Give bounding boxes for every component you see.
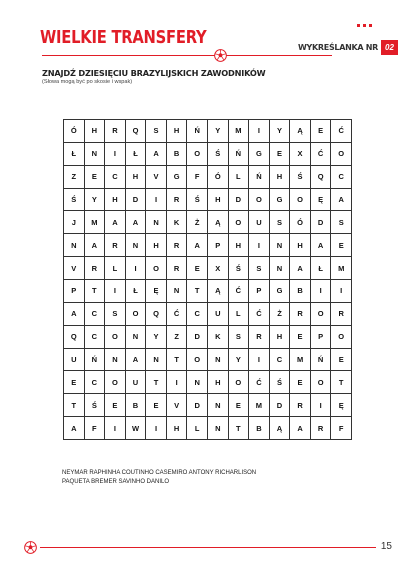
- grid-cell[interactable]: D: [229, 189, 250, 212]
- grid-cell[interactable]: A: [126, 211, 147, 234]
- grid-cell[interactable]: U: [208, 303, 229, 326]
- grid-cell[interactable]: C: [85, 303, 106, 326]
- grid-cell[interactable]: E: [85, 166, 106, 189]
- grid-cell[interactable]: U: [249, 211, 270, 234]
- page-number: 15: [380, 541, 392, 552]
- grid-cell[interactable]: H: [105, 189, 126, 212]
- grid-cell[interactable]: I: [105, 280, 126, 303]
- grid-cell[interactable]: Ę: [311, 189, 332, 212]
- grid-cell[interactable]: A: [311, 234, 332, 257]
- grid-cell[interactable]: L: [187, 417, 208, 440]
- grid-cell[interactable]: Q: [64, 326, 85, 349]
- grid-cell[interactable]: H: [85, 120, 106, 143]
- grid-cell[interactable]: E: [270, 143, 291, 166]
- grid-cell[interactable]: F: [85, 417, 106, 440]
- grid-cell[interactable]: C: [85, 326, 106, 349]
- page-title: WIELKIE TRANSFERY: [40, 27, 207, 48]
- grid-cell[interactable]: I: [105, 417, 126, 440]
- grid-cell[interactable]: N: [270, 234, 291, 257]
- grid-cell[interactable]: I: [167, 371, 188, 394]
- grid-cell[interactable]: O: [311, 371, 332, 394]
- grid-cell[interactable]: L: [229, 303, 250, 326]
- grid-cell[interactable]: X: [208, 257, 229, 280]
- grid-cell[interactable]: C: [85, 371, 106, 394]
- grid-cell[interactable]: I: [311, 280, 332, 303]
- puzzle-number-badge: [298, 39, 398, 55]
- grid-cell[interactable]: R: [167, 234, 188, 257]
- grid-cell[interactable]: E: [290, 371, 311, 394]
- grid-cell[interactable]: Y: [85, 189, 106, 212]
- grid-cell[interactable]: Y: [229, 349, 250, 372]
- grid-cell[interactable]: Ń: [85, 349, 106, 372]
- grid-cell[interactable]: Ś: [85, 394, 106, 417]
- grid-cell[interactable]: C: [187, 303, 208, 326]
- grid-cell[interactable]: H: [270, 166, 291, 189]
- grid-cell[interactable]: R: [105, 234, 126, 257]
- grid-cell[interactable]: S: [229, 326, 250, 349]
- grid-cell[interactable]: O: [126, 303, 147, 326]
- badge-label: WYKREŚLANKA NR: [298, 42, 379, 52]
- grid-cell[interactable]: A: [126, 349, 147, 372]
- grid-cell[interactable]: M: [249, 394, 270, 417]
- grid-cell[interactable]: B: [249, 417, 270, 440]
- grid-cell[interactable]: Ś: [187, 189, 208, 212]
- grid-cell[interactable]: R: [290, 303, 311, 326]
- grid-cell[interactable]: U: [64, 349, 85, 372]
- soccer-ball-icon: [214, 49, 227, 62]
- grid-cell[interactable]: D: [311, 211, 332, 234]
- grid-cell[interactable]: B: [167, 143, 188, 166]
- footer-divider: [40, 547, 376, 548]
- grid-cell[interactable]: O: [187, 349, 208, 372]
- grid-cell[interactable]: C: [331, 166, 352, 189]
- word-list-line: PAQUETA BREMER SAVINHO DANILO: [62, 479, 170, 485]
- grid-cell[interactable]: T: [187, 280, 208, 303]
- grid-cell[interactable]: E: [229, 394, 250, 417]
- grid-cell[interactable]: Ż: [270, 303, 291, 326]
- grid-cell[interactable]: O: [290, 189, 311, 212]
- grid-cell[interactable]: R: [167, 189, 188, 212]
- grid-cell[interactable]: Y: [270, 120, 291, 143]
- grid-cell[interactable]: M: [290, 349, 311, 372]
- grid-cell[interactable]: I: [126, 257, 147, 280]
- grid-cell[interactable]: R: [311, 417, 332, 440]
- grid-cell[interactable]: O: [229, 211, 250, 234]
- grid-cell[interactable]: E: [64, 371, 85, 394]
- grid-cell[interactable]: G: [270, 280, 291, 303]
- grid-cell[interactable]: F: [331, 417, 352, 440]
- grid-cell[interactable]: Ń: [249, 166, 270, 189]
- grid-cell[interactable]: Ć: [331, 120, 352, 143]
- grid-cell[interactable]: Q: [311, 166, 332, 189]
- grid-cell[interactable]: S: [249, 257, 270, 280]
- grid-cell[interactable]: C: [105, 166, 126, 189]
- grid-cell[interactable]: A: [146, 143, 167, 166]
- grid-cell[interactable]: Ć: [249, 303, 270, 326]
- grid-cell[interactable]: S: [146, 120, 167, 143]
- word-search-grid: [63, 119, 352, 440]
- grid-cell[interactable]: G: [249, 143, 270, 166]
- grid-cell[interactable]: Y: [146, 326, 167, 349]
- grid-cell[interactable]: Q: [126, 120, 147, 143]
- grid-cell[interactable]: Ń: [187, 120, 208, 143]
- grid-cell[interactable]: Q: [146, 303, 167, 326]
- grid-cell[interactable]: N: [126, 234, 147, 257]
- puzzle-hint: (Słowa mogą być po skosie i wspak): [42, 79, 133, 85]
- grid-cell[interactable]: T: [331, 371, 352, 394]
- grid-cell[interactable]: E: [146, 394, 167, 417]
- grid-cell[interactable]: O: [331, 143, 352, 166]
- grid-cell[interactable]: N: [85, 143, 106, 166]
- grid-cell[interactable]: T: [146, 371, 167, 394]
- grid-cell[interactable]: N: [126, 326, 147, 349]
- grid-cell[interactable]: K: [167, 211, 188, 234]
- grid-cell[interactable]: Ś: [229, 257, 250, 280]
- grid-cell[interactable]: N: [64, 234, 85, 257]
- grid-cell[interactable]: O: [331, 326, 352, 349]
- grid-cell[interactable]: I: [146, 417, 167, 440]
- grid-cell[interactable]: A: [187, 234, 208, 257]
- grid-cell[interactable]: I: [105, 143, 126, 166]
- grid-cell[interactable]: H: [270, 326, 291, 349]
- badge-number: 02: [381, 40, 398, 55]
- grid-cell[interactable]: O: [249, 189, 270, 212]
- grid-cell[interactable]: H: [229, 234, 250, 257]
- puzzle-instruction: ZNAJDŹ DZIESIĘCIU BRAZYLIJSKICH ZAWODNIKÓW: [42, 68, 266, 78]
- grid-cell[interactable]: A: [290, 417, 311, 440]
- grid-cell[interactable]: V: [64, 257, 85, 280]
- grid-cell[interactable]: I: [249, 349, 270, 372]
- grid-cell[interactable]: D: [187, 326, 208, 349]
- grid-cell[interactable]: P: [249, 280, 270, 303]
- grid-cell[interactable]: M: [85, 211, 106, 234]
- grid-cell[interactable]: Z: [64, 166, 85, 189]
- grid-cell[interactable]: Ó: [208, 166, 229, 189]
- grid-cell[interactable]: E: [311, 120, 332, 143]
- grid-cell[interactable]: N: [146, 211, 167, 234]
- grid-cell[interactable]: A: [64, 417, 85, 440]
- grid-cell[interactable]: Ą: [208, 211, 229, 234]
- grid-cell[interactable]: O: [105, 326, 126, 349]
- grid-cell[interactable]: E: [105, 394, 126, 417]
- grid-cell[interactable]: O: [187, 143, 208, 166]
- grid-cell[interactable]: E: [331, 349, 352, 372]
- grid-cell[interactable]: Ó: [290, 211, 311, 234]
- grid-cell[interactable]: Ś: [270, 371, 291, 394]
- grid-cell[interactable]: F: [187, 166, 208, 189]
- grid-cell[interactable]: B: [126, 394, 147, 417]
- grid-cell[interactable]: Ń: [229, 143, 250, 166]
- grid-cell[interactable]: T: [85, 280, 106, 303]
- grid-cell[interactable]: Ł: [126, 143, 147, 166]
- grid-cell[interactable]: I: [249, 234, 270, 257]
- grid-cell[interactable]: A: [105, 211, 126, 234]
- grid-cell[interactable]: M: [229, 120, 250, 143]
- header-divider: [42, 55, 332, 56]
- grid-cell[interactable]: Ć: [229, 280, 250, 303]
- word-list-line: NEYMAR RAPHINHA COUTINHO CASEMIRO ANTONY RICHARLISON: [62, 470, 257, 476]
- grid-cell[interactable]: I: [331, 280, 352, 303]
- grid-cell[interactable]: A: [290, 257, 311, 280]
- grid-cell[interactable]: R: [290, 394, 311, 417]
- grid-cell[interactable]: X: [290, 143, 311, 166]
- grid-cell[interactable]: V: [167, 394, 188, 417]
- grid-cell[interactable]: W: [126, 417, 147, 440]
- grid-cell[interactable]: N: [167, 280, 188, 303]
- grid-cell[interactable]: J: [64, 211, 85, 234]
- soccer-ball-icon: [24, 541, 37, 554]
- grid-cell[interactable]: H: [126, 166, 147, 189]
- grid-cell[interactable]: H: [208, 371, 229, 394]
- grid-cell[interactable]: O: [105, 371, 126, 394]
- grid-cell[interactable]: N: [208, 349, 229, 372]
- grid-cell[interactable]: I: [249, 120, 270, 143]
- grid-cell[interactable]: Y: [208, 120, 229, 143]
- grid-cell[interactable]: N: [208, 417, 229, 440]
- grid-cell[interactable]: Ć: [167, 303, 188, 326]
- grid-cell[interactable]: L: [229, 166, 250, 189]
- grid-cell[interactable]: O: [229, 371, 250, 394]
- grid-cell[interactable]: U: [126, 371, 147, 394]
- grid-cell[interactable]: T: [167, 349, 188, 372]
- grid-cell[interactable]: Ś: [208, 143, 229, 166]
- grid-cell[interactable]: P: [311, 326, 332, 349]
- grid-cell[interactable]: R: [249, 326, 270, 349]
- grid-cell[interactable]: Ó: [64, 120, 85, 143]
- grid-cell[interactable]: O: [146, 257, 167, 280]
- grid-cell[interactable]: E: [331, 234, 352, 257]
- grid-cell[interactable]: Ą: [290, 120, 311, 143]
- grid-cell[interactable]: I: [311, 394, 332, 417]
- grid-cell[interactable]: D: [126, 189, 147, 212]
- grid-cell[interactable]: Ę: [146, 280, 167, 303]
- grid-cell[interactable]: D: [270, 394, 291, 417]
- grid-cell[interactable]: Ł: [311, 257, 332, 280]
- grid-cell[interactable]: P: [64, 280, 85, 303]
- grid-cell[interactable]: L: [105, 257, 126, 280]
- grid-cell[interactable]: A: [85, 234, 106, 257]
- grid-cell[interactable]: E: [187, 257, 208, 280]
- grid-cell[interactable]: E: [290, 326, 311, 349]
- grid-cell[interactable]: G: [270, 189, 291, 212]
- grid-cell[interactable]: H: [290, 234, 311, 257]
- grid-cell[interactable]: S: [105, 303, 126, 326]
- grid-cell[interactable]: I: [146, 189, 167, 212]
- grid-cell[interactable]: Ą: [270, 417, 291, 440]
- grid-cell[interactable]: R: [105, 120, 126, 143]
- grid-cell[interactable]: C: [270, 349, 291, 372]
- grid-cell[interactable]: N: [105, 349, 126, 372]
- grid-cell[interactable]: P: [208, 234, 229, 257]
- grid-cell[interactable]: B: [290, 280, 311, 303]
- grid-cell[interactable]: Ż: [187, 211, 208, 234]
- grid-cell[interactable]: Ł: [64, 143, 85, 166]
- grid-cell[interactable]: N: [208, 394, 229, 417]
- grid-cell[interactable]: O: [311, 303, 332, 326]
- grid-cell[interactable]: Ś: [290, 166, 311, 189]
- grid-cell[interactable]: Ą: [208, 280, 229, 303]
- grid-cell[interactable]: Ć: [311, 143, 332, 166]
- grid-cell[interactable]: Ł: [126, 280, 147, 303]
- grid-cell[interactable]: V: [146, 166, 167, 189]
- grid-cell[interactable]: H: [167, 120, 188, 143]
- word-list: [62, 469, 256, 487]
- grid-cell[interactable]: A: [331, 189, 352, 212]
- grid-cell[interactable]: Ś: [64, 189, 85, 212]
- grid-cell[interactable]: S: [270, 211, 291, 234]
- grid-cell[interactable]: H: [167, 417, 188, 440]
- grid-cell[interactable]: R: [331, 303, 352, 326]
- grid-cell[interactable]: N: [146, 349, 167, 372]
- grid-cell[interactable]: G: [167, 166, 188, 189]
- grid-cell[interactable]: H: [146, 234, 167, 257]
- grid-cell[interactable]: M: [331, 257, 352, 280]
- grid-cell[interactable]: Ć: [249, 371, 270, 394]
- grid-cell[interactable]: Ń: [311, 349, 332, 372]
- grid-cell[interactable]: R: [85, 257, 106, 280]
- grid-cell[interactable]: S: [331, 211, 352, 234]
- grid-cell[interactable]: Ę: [331, 394, 352, 417]
- grid-cell[interactable]: N: [187, 371, 208, 394]
- grid-cell[interactable]: T: [64, 394, 85, 417]
- grid-cell[interactable]: N: [270, 257, 291, 280]
- grid-cell[interactable]: Z: [167, 326, 188, 349]
- grid-cell[interactable]: K: [208, 326, 229, 349]
- grid-cell[interactable]: R: [167, 257, 188, 280]
- decorative-dots: [357, 24, 372, 27]
- grid-cell[interactable]: D: [187, 394, 208, 417]
- grid-cell[interactable]: T: [229, 417, 250, 440]
- grid-cell[interactable]: A: [64, 303, 85, 326]
- grid-cell[interactable]: H: [208, 189, 229, 212]
